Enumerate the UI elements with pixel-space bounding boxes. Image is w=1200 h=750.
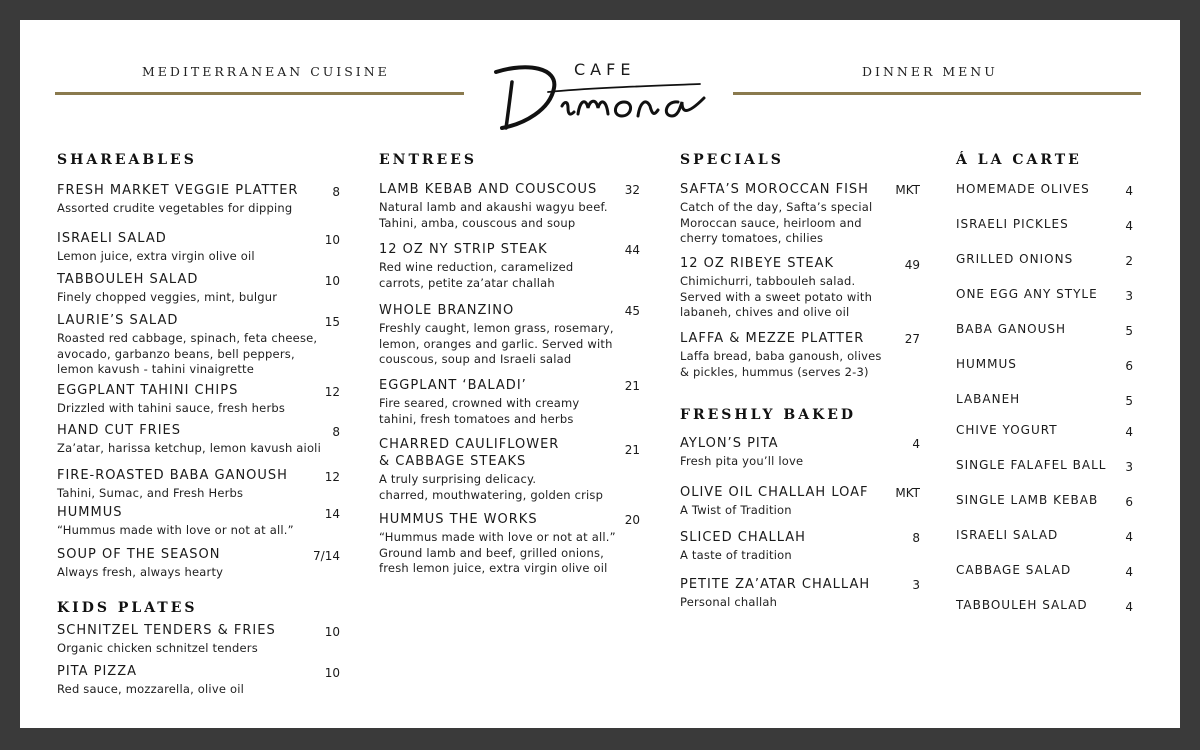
item-price: 21 xyxy=(624,379,640,393)
item-name: FRESH MARKET VEGGIE PLATTER xyxy=(57,183,299,198)
item-price: 10 xyxy=(324,233,340,247)
item-description-line: charred, mouthwatering, golden crisp xyxy=(379,487,604,502)
item-description xyxy=(57,201,298,217)
item-description-line: A taste of tradition xyxy=(680,548,792,562)
menu-item xyxy=(379,181,608,231)
item-description-line: “Hummus made with love or not at all.” xyxy=(379,530,616,544)
item-description xyxy=(379,321,614,368)
item-description-line: Moroccan sauce, heirloom and xyxy=(680,215,862,230)
menu-item xyxy=(57,230,255,265)
item-price: 49 xyxy=(904,258,920,272)
item-name: PITA PIZZA xyxy=(57,664,138,679)
alacarte-item-name: ONE EGG ANY STYLE xyxy=(956,287,1098,301)
item-description xyxy=(680,548,806,564)
item-price: 10 xyxy=(324,274,340,288)
item-name: 12 OZ RIBEYE STEAK xyxy=(680,256,835,271)
alacarte-item-name: BABA GANOUSH xyxy=(956,322,1067,336)
item-description-line: A truly surprising delicacy. xyxy=(379,472,537,486)
menu-item xyxy=(57,622,276,657)
item-description-line: tahini, fresh tomatoes and herbs xyxy=(379,411,574,426)
alacarte-item-name: SINGLE LAMB KEBAB xyxy=(956,493,1099,507)
item-name: EGGPLANT TAHINI CHIPS xyxy=(57,383,239,398)
alacarte-item-name: HUMMUS xyxy=(956,357,1017,371)
item-price: 20 xyxy=(624,513,640,527)
item-name: LAFFA & MEZZE PLATTER xyxy=(680,331,865,346)
item-description-line: A Twist of Tradition xyxy=(680,503,792,517)
menu-item xyxy=(680,435,803,470)
item-name: SAFTA’S MOROCCAN FISH xyxy=(680,182,869,197)
item-description xyxy=(379,396,579,427)
item-name: OLIVE OIL CHALLAH LOAF xyxy=(680,485,869,500)
item-price: 8 xyxy=(332,425,340,439)
menu-item xyxy=(379,241,573,291)
menu-item xyxy=(379,511,616,577)
item-description-line: couscous, soup and Israeli salad xyxy=(379,352,572,366)
item-description xyxy=(680,200,872,247)
item-description-line: Za’atar, harissa ketchup, lemon kavush aioli xyxy=(57,441,321,455)
item-price: 27 xyxy=(904,332,920,346)
alacarte-item-name: TABBOULEH SALAD xyxy=(956,598,1088,612)
item-name: LAURIE’S SALAD xyxy=(57,313,179,328)
alacarte-item-price: 5 xyxy=(1125,394,1133,408)
item-description xyxy=(379,530,616,577)
alacarte-item-price: 4 xyxy=(1125,184,1133,198)
item-price: MKT xyxy=(895,183,920,197)
item-price: 10 xyxy=(324,666,340,680)
alacarte-item-name: LABANEH xyxy=(956,392,1021,406)
alacarte-item-name: ISRAELI PICKLES xyxy=(956,217,1069,231)
item-description-line: Tahini, amba, couscous and soup xyxy=(379,215,576,230)
item-description xyxy=(57,331,317,378)
item-description-line: Served with a sweet potato with xyxy=(680,289,873,304)
item-description-line: lemon kavush - tahini vinaigrette xyxy=(57,362,255,376)
logo-script xyxy=(488,58,714,138)
menu-item xyxy=(379,377,579,427)
restaurant-logo xyxy=(488,58,714,138)
item-price: 12 xyxy=(324,470,340,484)
alacarte-item-name: ISRAELI SALAD xyxy=(956,528,1059,542)
alacarte-item-price: 3 xyxy=(1125,289,1133,303)
item-description-line: Finely chopped veggies, mint, bulgur xyxy=(57,290,278,304)
item-description-line: Freshly caught, lemon grass, rosemary, xyxy=(379,321,614,335)
menu-item xyxy=(379,436,603,503)
item-name: HUMMUS xyxy=(57,505,123,520)
item-description xyxy=(57,401,285,417)
item-price: 10 xyxy=(324,625,340,639)
menu-item xyxy=(680,576,870,611)
item-description-line: lemon, oranges and garlic. Served with xyxy=(379,336,613,351)
menu-item xyxy=(680,484,868,519)
alacarte-item-price: 6 xyxy=(1125,495,1133,509)
item-name: AYLON’S PITA xyxy=(680,436,779,451)
item-price: 4 xyxy=(912,437,920,451)
item-name: HAND CUT FRIES xyxy=(57,423,182,438)
item-description xyxy=(680,274,872,321)
item-description-line: carrots, petite za’atar challah xyxy=(379,275,555,290)
alacarte-item-price: 4 xyxy=(1125,219,1133,233)
item-description-line: Catch of the day, Safta’s special xyxy=(680,200,873,214)
item-description-line: cherry tomatoes, chilies xyxy=(680,231,824,245)
item-description xyxy=(379,260,573,291)
alacarte-item-price: 5 xyxy=(1125,324,1133,338)
alacarte-item-price: 4 xyxy=(1125,600,1133,614)
item-name: LAMB KEBAB AND COUSCOUS xyxy=(379,182,598,197)
cuisine-tagline: MEDITERRANEAN CUISINE xyxy=(142,64,390,79)
menu-item xyxy=(57,422,321,457)
menu-item xyxy=(57,504,294,539)
item-name: CHARRED CAULIFLOWER xyxy=(379,437,560,452)
item-description-line: Assorted crudite vegetables for dipping xyxy=(57,201,293,215)
item-name: ISRAELI SALAD xyxy=(57,231,167,246)
item-name: TABBOULEH SALAD xyxy=(57,272,199,287)
section-title-baked: FRESHLY BAKED xyxy=(680,407,857,423)
item-price: 14 xyxy=(324,507,340,521)
menu-item xyxy=(680,330,882,380)
menu-item xyxy=(379,302,614,368)
alacarte-item-price: 2 xyxy=(1125,254,1133,268)
item-name: WHOLE BRANZINO xyxy=(379,303,515,318)
item-name: EGGPLANT ‘BALADI’ xyxy=(379,378,527,393)
section-title-alacarte: Á LA CARTE xyxy=(956,152,1082,168)
menu-item xyxy=(57,663,244,698)
item-price: MKT xyxy=(895,486,920,500)
item-description-line: labaneh, chives and olive oil xyxy=(680,305,850,319)
alacarte-item-price: 3 xyxy=(1125,460,1133,474)
item-description-line: Roasted red cabbage, spinach, feta cheese, xyxy=(57,331,318,345)
alacarte-item-name: GRILLED ONIONS xyxy=(956,252,1074,266)
item-description-line: & pickles, hummus (serves 2-3) xyxy=(680,364,869,379)
alacarte-item-name: CABBAGE SALAD xyxy=(956,563,1072,577)
item-description xyxy=(379,200,608,231)
item-description-line: “Hummus made with love or not at all.” xyxy=(57,523,294,537)
item-description xyxy=(57,565,223,581)
item-description-line: avocado, garbanzo beans, bell peppers, xyxy=(57,346,295,361)
item-description xyxy=(680,595,870,611)
logo-cafe-text: CAFE xyxy=(574,60,636,79)
section-title-specials: SPECIALS xyxy=(680,152,784,168)
item-description-line: Always fresh, always hearty xyxy=(57,565,224,579)
menu-item xyxy=(57,271,277,306)
item-price: 15 xyxy=(324,315,340,329)
item-description xyxy=(680,503,868,519)
item-description-line: Chimichurri, tabbouleh salad. xyxy=(680,274,856,288)
item-description xyxy=(57,523,294,539)
item-price: 21 xyxy=(624,443,640,457)
menu-item xyxy=(57,182,298,217)
menu-item xyxy=(57,382,285,417)
section-title-kids: KIDS PLATES xyxy=(57,600,198,616)
menu-item xyxy=(57,467,288,502)
item-description-line: Natural lamb and akaushi wagyu beef. xyxy=(379,200,608,214)
item-price: 32 xyxy=(624,183,640,197)
item-price: 7/14 xyxy=(313,549,340,563)
alacarte-item-name: CHIVE YOGURT xyxy=(956,423,1058,437)
alacarte-item-name: SINGLE FALAFEL BALL xyxy=(956,458,1107,472)
item-description-line: Lemon juice, extra virgin olive oil xyxy=(57,249,255,263)
item-name: SCHNITZEL TENDERS & FRIES xyxy=(57,623,276,638)
item-price: 12 xyxy=(324,385,340,399)
item-description-line: Red sauce, mozzarella, olive oil xyxy=(57,682,244,696)
item-description xyxy=(57,441,321,457)
item-description-line: Fresh pita you’ll love xyxy=(680,454,804,468)
header-rule-left xyxy=(55,92,464,95)
alacarte-item-price: 4 xyxy=(1125,565,1133,579)
item-name: PETITE ZA’ATAR CHALLAH xyxy=(680,577,871,592)
menu-item xyxy=(680,255,872,321)
menu-item xyxy=(57,546,223,581)
menu-item xyxy=(680,529,806,564)
item-name: SOUP OF THE SEASON xyxy=(57,547,221,562)
item-description xyxy=(680,349,882,380)
header-rule-right xyxy=(733,92,1141,95)
menu-item xyxy=(680,181,872,247)
menu-item xyxy=(57,312,317,378)
item-price: 45 xyxy=(624,304,640,318)
section-title-shareables: SHAREABLES xyxy=(57,152,197,168)
alacarte-item-price: 4 xyxy=(1125,530,1133,544)
item-description-line: Laffa bread, baba ganoush, olives xyxy=(680,349,882,363)
item-name-line2: & CABBAGE STEAKS xyxy=(379,454,527,469)
item-description xyxy=(379,472,603,503)
item-name: SLICED CHALLAH xyxy=(680,530,806,545)
item-description-line: Tahini, Sumac, and Fresh Herbs xyxy=(57,486,244,500)
item-price: 44 xyxy=(624,243,640,257)
item-description-line: Organic chicken schnitzel tenders xyxy=(57,641,258,655)
menu-type-label: DINNER MENU xyxy=(862,64,998,79)
item-price: 8 xyxy=(912,531,920,545)
item-description xyxy=(57,486,288,502)
alacarte-item-price: 4 xyxy=(1125,425,1133,439)
item-name: HUMMUS THE WORKS xyxy=(379,512,538,527)
section-title-entrees: ENTREES xyxy=(379,152,477,168)
item-description-line: Red wine reduction, caramelized xyxy=(379,260,574,274)
item-description xyxy=(57,682,244,698)
item-description xyxy=(57,249,255,265)
item-name: 12 OZ NY STRIP STEAK xyxy=(379,242,548,257)
item-description xyxy=(680,454,803,470)
item-description-line: Personal challah xyxy=(680,595,778,609)
item-price: 8 xyxy=(332,185,340,199)
alacarte-item-name: HOMEMADE OLIVES xyxy=(956,182,1090,196)
item-description-line: fresh lemon juice, extra virgin olive oil xyxy=(379,561,608,575)
item-description xyxy=(57,290,277,306)
alacarte-item-price: 6 xyxy=(1125,359,1133,373)
item-name: FIRE-ROASTED BABA GANOUSH xyxy=(57,468,288,483)
item-description-line: Ground lamb and beef, grilled onions, xyxy=(379,545,604,560)
item-description-line: Drizzled with tahini sauce, fresh herbs xyxy=(57,401,286,415)
item-description xyxy=(57,641,276,657)
item-price: 3 xyxy=(912,578,920,592)
item-description-line: Fire seared, crowned with creamy xyxy=(379,396,580,410)
